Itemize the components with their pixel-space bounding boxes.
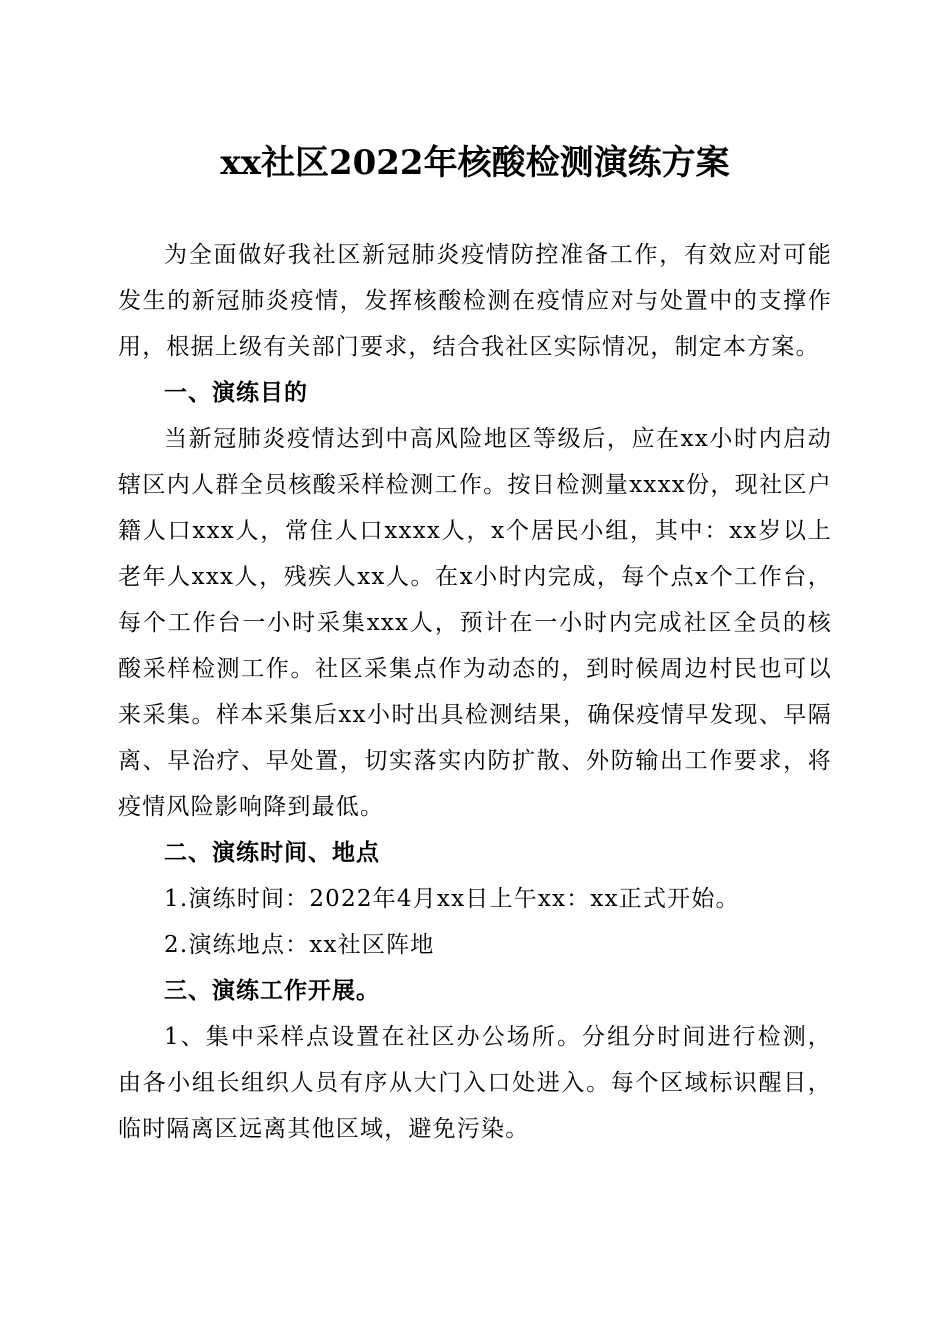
intro-paragraph: 为全面做好我社区新冠肺炎疫情防控准备工作，有效应对可能发生的新冠肺炎疫情，发挥核酸检测在疫情应对与处置中的支撑作用，根据上级有关部门要求，结合我社区实际情况，制定本方案。 xyxy=(118,242,832,360)
drill-time-item: 1.演练时间：2022年4月xx日上午xx：xx正式开始。 xyxy=(164,886,740,912)
section-heading-time-place: 二、演练时间、地点 xyxy=(164,840,380,866)
drill-place-item: 2.演练地点：xx社区阵地 xyxy=(164,932,435,958)
section-heading-work: 三、演练工作开展。 xyxy=(164,978,380,1004)
work-item-1: 1、集中采样点设置在社区办公场所。分组分时间进行检测，由各小组长组织人员有序从大门入口处进入。每个区域标识醒目，临时隔离区远离其他区域，避免污染。 xyxy=(118,1024,832,1142)
purpose-paragraph: 当新冠肺炎疫情达到中高风险地区等级后，应在xx小时内启动辖区内人群全员核酸采样检测工作。按日检测量xxxx份，现社区户籍人口xxx人，常住人口xxxx人，x个居民小组，其中：xx岁以上老年人xxx人，残疾人xx人。在x小时内完成，每个点x个工作台，每个工作台一小时采集xxx人，预计在一小时内完成社区全员的核酸采样检测工作。社区采集点作为动态的，到时候周边村民也可以来采集。样本采集后xx小时出具检测结果，确保疫情早发现、早隔离、早治疗、早处置，切实落实内防扩散、外防输出工作要求，将疫情风险影响降到最低。 xyxy=(118,426,832,820)
document-body xyxy=(118,232,832,1152)
section-heading-purpose: 一、演练目的 xyxy=(164,380,308,406)
document-title: xx社区2022年核酸检测演练方案 xyxy=(220,143,730,183)
